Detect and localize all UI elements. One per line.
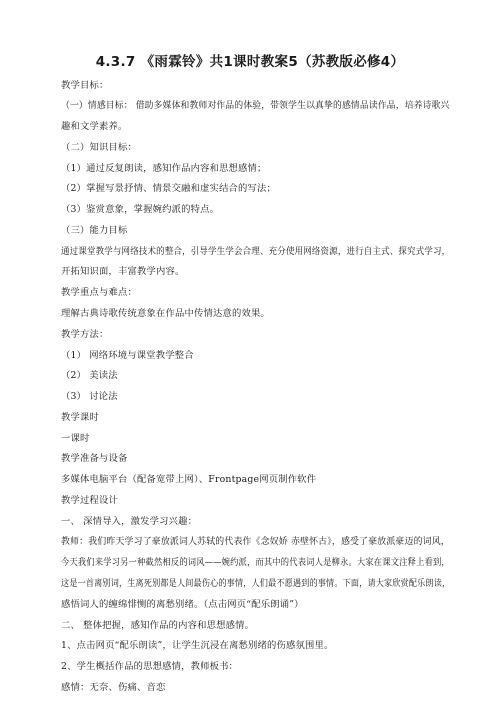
text-line: 开拓知识面，丰富教学内容。 xyxy=(61,266,185,277)
text-line: 今天我们来学习另一种截然相反的词风——婉约派，而其中的代表词人是柳永。大家在课文注释上看到， xyxy=(61,557,450,568)
text-line: （2）掌握写景抒情、情景交融和虚实结合的写法； xyxy=(61,183,277,194)
text-line: 理解古典诗歌传统意象在作品中传情达意的效果。 xyxy=(61,308,270,319)
text-line: 一、 深情导入，激发学习兴趣： xyxy=(61,516,198,527)
text-line: 二、 整体把握，感知作品的内容和思想感情。 xyxy=(61,620,255,631)
text-line: 教学方法： xyxy=(61,329,109,340)
text-line: 这是一首离别词，生离死别都是人间最伤心的事情，人们最不愿遇到的事情。下面，请大家欣赏配乐朗读， xyxy=(61,578,451,589)
text-line: 感情：无奈、伤痛、音恋 xyxy=(61,682,166,693)
text-line: 教学准备与设备 xyxy=(61,453,128,464)
text-line: 教学课时 xyxy=(61,412,99,423)
text-line: 一课时 xyxy=(61,433,90,444)
text-line: 2、学生概括作品的思想感情，教师板书： xyxy=(61,661,239,672)
text-line: （3）鉴赏意象，掌握婉约派的特点。 xyxy=(61,204,220,215)
text-line: 教师：我们昨天学习了豪放派词人苏轼的代表作《念奴娇 赤壁怀古》，感受了豪放派豪迈的词风， xyxy=(61,536,450,547)
document-title: 4.3.7 《雨霖铃》共1课时教案5（苏教版必修4） xyxy=(95,54,405,70)
text-line: 通过课堂教学与网络技术的整合，引导学生学会合理、充分使用网络资源，进行自主式、探究式学习， xyxy=(61,246,451,257)
text-line: （一）情感目标： 借助多媒体和教师对作品的体验，带领学生以真挚的感情品读作品，培养诗歌兴 xyxy=(61,100,450,111)
text-line: 趣和文学素养。 xyxy=(61,121,128,132)
text-line: 1、点击网页“配乐朗读”，让学生沉浸在离愁别绪的伤感氛围里。 xyxy=(61,640,334,651)
text-line: （二）知识目标： xyxy=(61,142,137,153)
text-line: （三）能力目标 xyxy=(61,225,128,236)
text-line: （2） 美读法 xyxy=(61,370,118,381)
text-line: 感悟词人的缠绵悱恻的离愁别绪。（点击网页“配乐朗诵”） xyxy=(61,599,304,610)
text-line: （1） 网络环境与课堂教学整合 xyxy=(61,350,194,361)
text-line: （1）通过反复朗读，感知作品内容和思想感情； xyxy=(61,163,267,174)
text-line: 多媒体电脑平台（配备宽带上网）、Frontpage网页制作软件 xyxy=(61,474,317,485)
text-line: （3） 讨论法 xyxy=(61,391,118,402)
text-line: 教学重点与难点： xyxy=(61,287,137,298)
text-line: 教学过程设计 xyxy=(61,495,118,506)
text-line: 教学目标： xyxy=(61,80,109,91)
